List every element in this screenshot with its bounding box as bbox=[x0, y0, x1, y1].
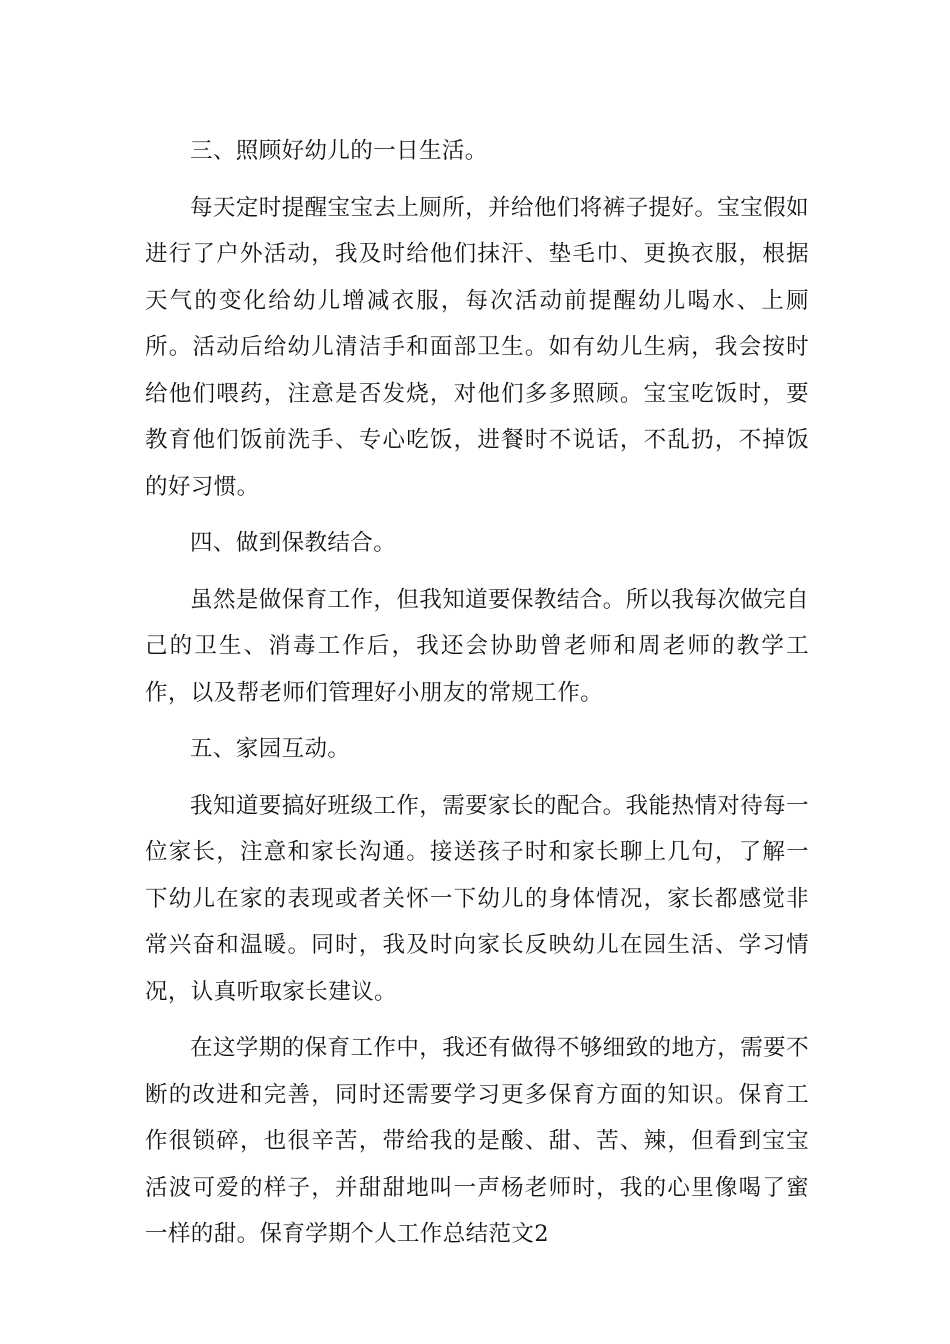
document-body bbox=[145, 128, 809, 1258]
paragraph-daily-care: 每天定时提醒宝宝去上厕所，并给他们将裤子提好。宝宝假如进行了户外活动，我及时给他们抹汗、垫毛巾、更换衣服，根据天气的变化给幼儿增减衣服，每次活动前提醒幼儿喝水、上厕所。活动后给幼儿清洁手和面部卫生。如有幼儿生病，我会按时给他们喂药，注意是否发烧，对他们多多照顾。宝宝吃饭时，要教育他们饭前洗手、专心吃饭，进餐时不说话，不乱扔，不掉饭的好习惯。 bbox=[145, 194, 809, 500]
section-heading-4: 四、做到保教结合。 bbox=[190, 530, 397, 556]
section-heading-5: 五、家园互动。 bbox=[190, 736, 351, 762]
section-heading-3: 三、照顾好幼儿的一日生活。 bbox=[190, 138, 488, 164]
paragraph-summary: 在这学期的保育工作中，我还有做得不够细致的地方，需要不断的改进和完善，同时还需要学习更多保育方面的知识。保育工作很锁碎，也很辛苦，带给我的是酸、甜、苦、辣，但看到宝宝活波可爱的样子，并甜甜地叫一声杨老师时，我的心里像喝了蜜一样的甜。保育学期个人工作总结范文2 bbox=[145, 1035, 809, 1247]
paragraph-home-school: 我知道要搞好班级工作，需要家长的配合。我能热情对待每一位家长，注意和家长沟通。接送孩子时和家长聊上几句，了解一下幼儿在家的表现或者关怀一下幼儿的身体情况，家长都感觉非常兴奋和温暖。同时，我及时向家长反映幼儿在园生活、学习情况，认真听取家长建议。 bbox=[145, 792, 809, 1005]
paragraph-care-education: 虽然是做保育工作，但我知道要保教结合。所以我每次做完自己的卫生、消毒工作后，我还会协助曾老师和周老师的教学工作，以及帮老师们管理好小朋友的常规工作。 bbox=[145, 586, 809, 706]
